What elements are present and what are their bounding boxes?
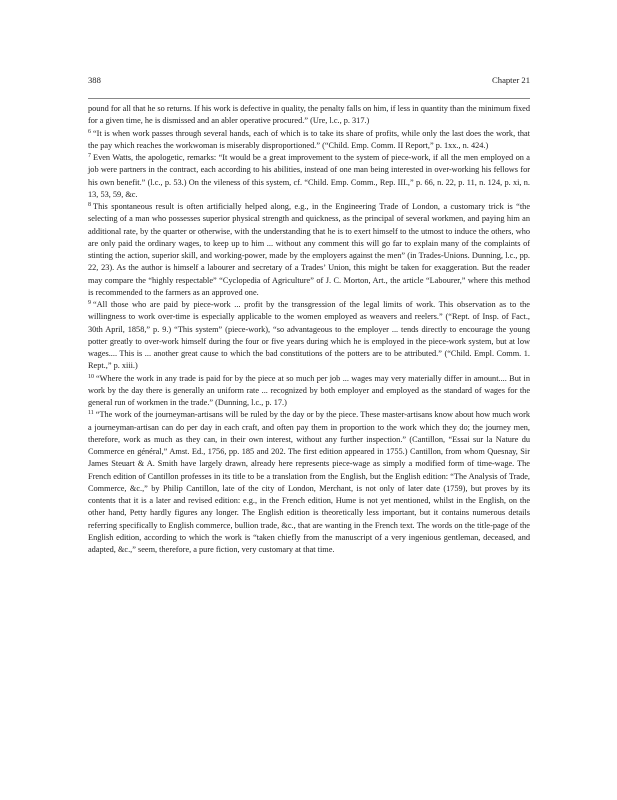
footnote-text: “All those who are paid by piece-work ... profit by the transgression of the legal limits of work. This observation as to the willingness to work over-time is especially applicable to the women employed as weavers and reelers.” (“Rept. of Insp. of Fact., 30th April, 1858,” p. 9.) “This system” (piece-work), “so advantageous to the employer ... tends directly to encourage the young potter greatly to over-work himself during the four or five years during which he is employed in the piece-work system, but at low wages.... This is ... another great cause to which the bad constitutions of the potters are to be attributed.” (“Child. Empl. Comm. 1. Rept.,” p. xiii.) [88, 300, 530, 371]
page-number: 388 [88, 75, 101, 85]
footnote-number: 10 [88, 373, 94, 380]
footnote-8 [88, 201, 530, 299]
footnote-text: This spontaneous result is often artificially helped along, e.g., in the Engineering Trade of London, a customary trick is “the selecting of a man who possesses superior physical strength and quickness, as the principal of several workmen, and paying him an additional rate, by the quarter or otherwise, with the understanding that he is to exert himself to the utmost to induce the others, who are only paid the ordinary wages, to keep up to him ... without any comment this will go far to explain many of the complaints of stinting the action, superior skill, and working-power, made by the employers against the men” (in Trades-Unions. Dunning, l.c., pp. 22, 23). As the author is himself a labourer and secretary of a Trades’ Union, this might be taken for exaggeration. But the reader may compare the “highly respectable” “Cyclopedia of Agriculture” of J. C. Morton, Art., the article “Labourer,” where this method is recommended to the farmers as an approved one. [88, 202, 530, 297]
header-divider [88, 98, 530, 99]
footnote-number: 7 [88, 153, 91, 159]
footnote-number: 8 [88, 202, 91, 208]
footnote-text: “The work of the journeyman-artisans will be ruled by the day or by the piece. These master-artisans know about how much work a journeyman-artisan can do per day in each craft, and often pay them in proportion to the work which they do; the journey men, therefore, work as much as they can, in their own interest, without any further inspection.” (Cantillon, “Essai sur la Nature du Commerce en général,” Amst. Ed., 1756, pp. 185 and 202. The first edition appeared in 1755.) Cantillon, from whom Quesnay, Sir James Steuart & A. Smith have largely drawn, already here represents piece-wage as simply a modified form of time-wage. The French edition of Cantillon professes in its title to be a translation from the English, but the English edition: “The Analysis of Trade, Commerce, &c.,” by Philip Cantillon, late of the city of London, Merchant, is not only of later date (1759), but proves by its contents that it is a later and revised edition: e.g., in the French edition, Hume is not yet mentioned, whilst in the English, on the other hand, Petty hardly figures any longer. The English edition is theoretically less important, but it contains numerous details referring specifically to English commerce, bullion trade, &c., that are wanting in the French text. The words on the title-page of the English edition, according to which the work is “taken chiefly from the manuscript of a very ingenious gentleman, deceased, and adapted, &c.,” seem, therefore, a pure fiction, very customary at that time. [88, 410, 530, 554]
footnote-10 [88, 373, 530, 410]
footnote-number: 9 [88, 300, 91, 306]
footnote-number: 6 [88, 128, 91, 135]
footnote-text: Even Watts, the apologetic, remarks: “It would be a great improvement to the system of piece-work, if all the men employed on a job were partners in the contract, each according to his abilities, instead of one man being interested in over-working his fellows for his own benefit.” (l.c., p. 53.) On the vileness of this system, cf. “Child. Emp. Comm., Rep. III.,” p. 66, n. 22, p. 11, n. 124, p. xi, n. 13, 53, 59, &c. [88, 153, 530, 199]
chapter-title: Chapter 21 [492, 75, 530, 85]
footnote-11 [88, 409, 530, 556]
footnotes-section [88, 103, 530, 556]
footnote-text: “It is when work passes through several hands, each of which is to take its share of profits, while only the last does the work, that the pay which reaches the workwoman is miserably disproportioned.” (“Child. Emp. Comm. II Report,” p. 1xx., n. 424.) [88, 128, 530, 150]
footnote-9 [88, 299, 530, 373]
footnote-6 [88, 128, 530, 153]
running-header [88, 75, 530, 89]
footnote-7 [88, 152, 530, 201]
footnote-continuation [88, 103, 530, 128]
footnote-text: “Where the work in any trade is paid for by the piece at so much per job ... wages may very materially differ in amount.... But in work by the day there is generally an uniform rate ... recognized by both employer and employed as the standard of wages for the general run of workmen in the trade.” (Dunning, l.c., p. 17.) [88, 373, 530, 407]
footnote-text: pound for all that he so returns. If his work is defective in quality, the penalty falls on him, if less in quantity than the minimum fixed for a given time, he is dismissed and an abler operative procured.” (Ure, l.c., p. 317.) [88, 104, 530, 126]
footnote-number: 11 [88, 410, 94, 417]
